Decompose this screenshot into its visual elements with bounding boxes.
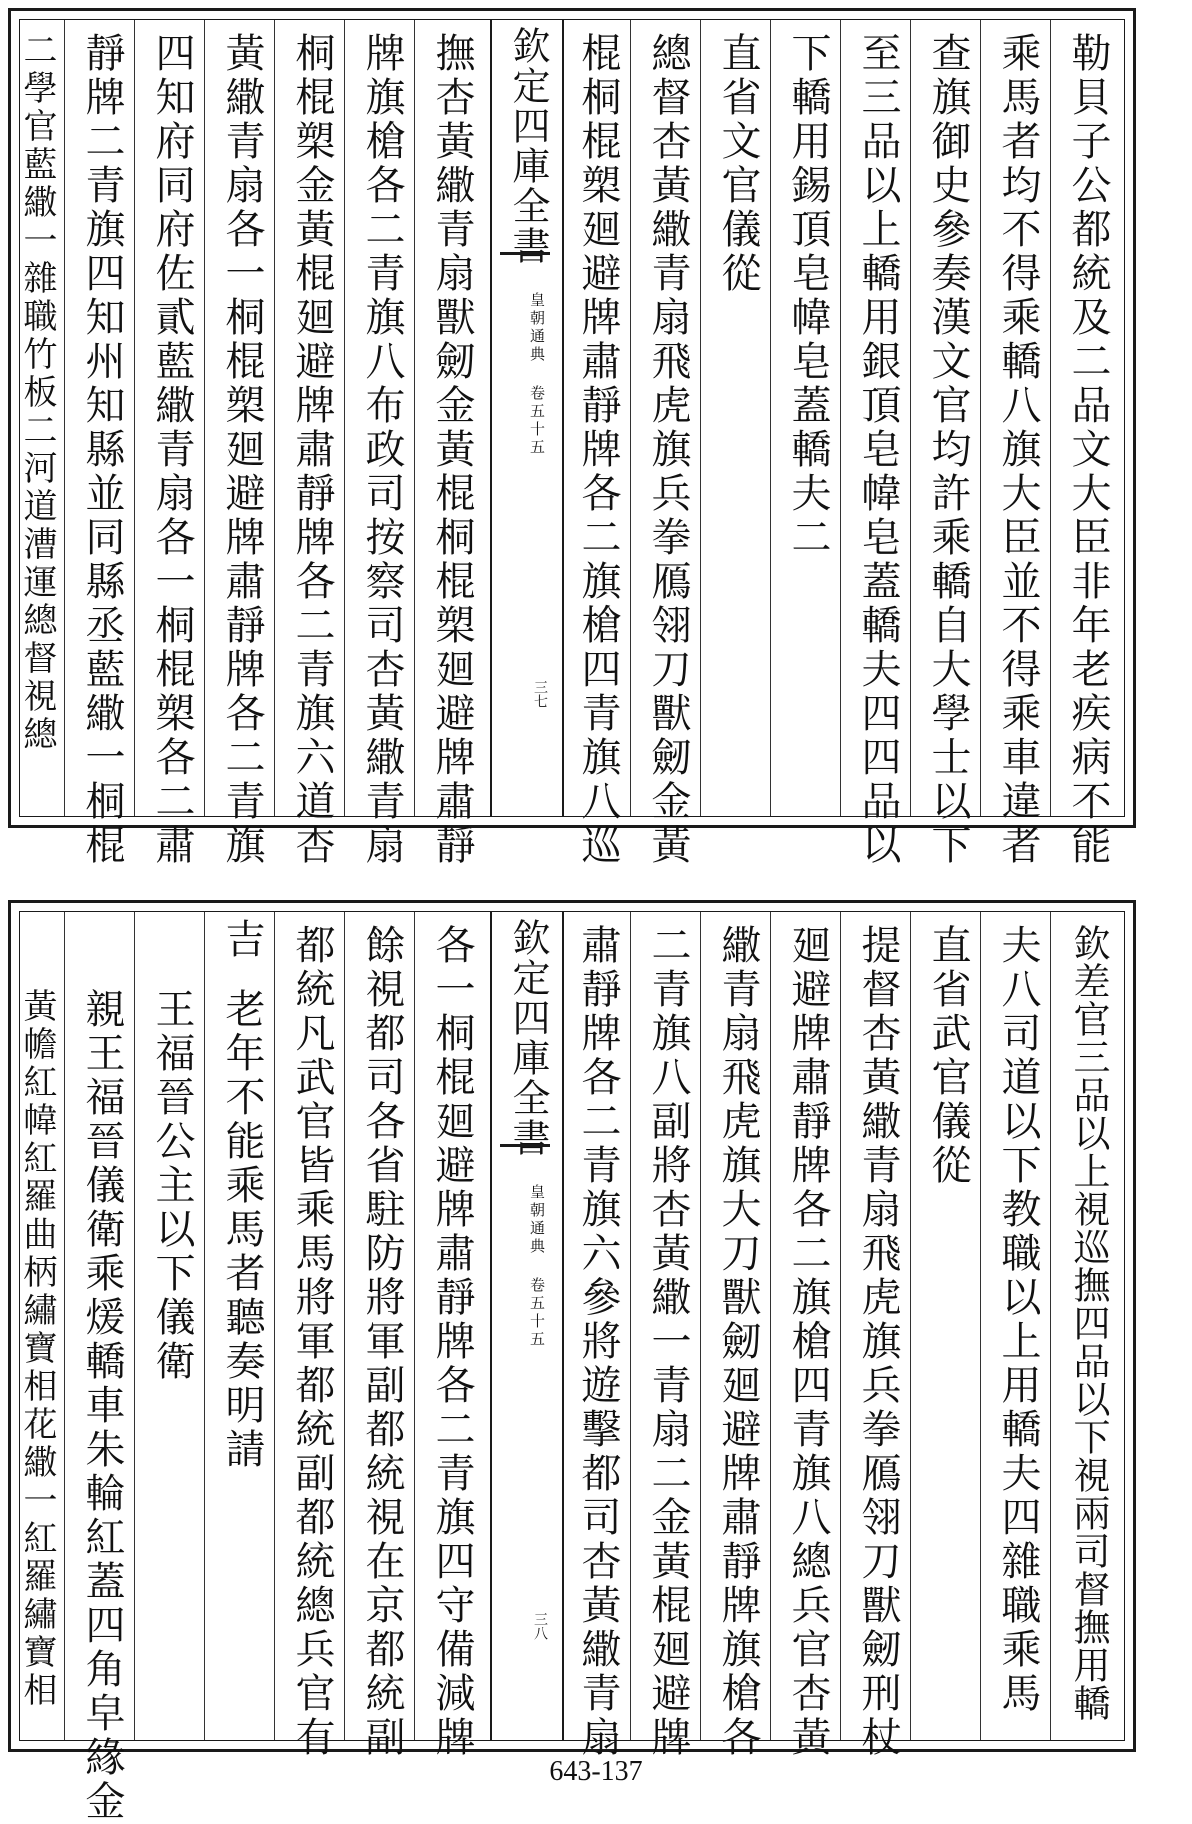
text-column: 都統凡武官皆乘馬將軍都統副都統總兵官有 xyxy=(289,924,335,1760)
fish-tail-mark xyxy=(500,252,550,271)
text-column: 各一桐棍廻避牌肅靜牌各二青旗四守備減牌 xyxy=(429,924,475,1760)
text-column: 撫杏黃繖青扇獸劒金黃棍桐棍槊廻避牌肅靜 xyxy=(429,32,475,868)
text-column: 黃繖青扇各一桐棍槊廻避牌肅靜牌各二青旗 xyxy=(219,32,265,868)
text-column: 勒貝子公都統及二品文大臣非年老疾病不能 xyxy=(1065,32,1111,868)
text-column: 乘馬者均不得乘轎八旗大臣並不得乘車違者 xyxy=(995,32,1041,868)
page-number: 643-137 xyxy=(549,1756,643,1787)
text-column: 二青旗八副將杏黃繖一青扇二金黃棍廻避牌 xyxy=(645,924,691,1760)
text-column: 老年不能乘馬者聽奏明請 xyxy=(219,988,265,1472)
book-info: 皇朝通典 卷五十五 xyxy=(528,292,546,457)
book-info: 皇朝通典 卷五十五 xyxy=(528,1184,546,1349)
section-heading: 王福晉公主以下儀衛 xyxy=(149,988,195,1384)
text-column: 靜牌二青旗四知州知縣並同縣丞藍繖一桐棍 xyxy=(79,32,125,868)
text-column: 棍桐棍槊廻避牌肅靜牌各二旗槍四青旗八巡 xyxy=(575,32,621,868)
folio-number: 三八 xyxy=(532,1612,548,1640)
text-column: 至三品以上轎用銀頂皂幃皂蓋轎夫四四品以 xyxy=(855,32,901,868)
text-column: 總督杏黃繖青扇飛虎旗兵拳鴈翎刀獸劒金黃 xyxy=(645,32,691,868)
text-column: 二學官藍繖一雜職竹板二河道漕運總督視總 xyxy=(17,32,57,754)
folio-number: 三七 xyxy=(532,680,548,708)
text-column: 桐棍槊金黃棍廻避牌肅靜牌各二青旗六道杏 xyxy=(289,32,335,868)
text-column: 直省文官儀從 xyxy=(715,32,761,296)
text-column: 親王福晉儀衛乘煖轎車朱輪紅蓋四角皁緣金 xyxy=(79,988,125,1824)
text-column: 夫八司道以下教職以上用轎夫四雜職乘馬 xyxy=(995,924,1041,1716)
text-column: 四知府同府佐貳藍繖青扇各一桐棍槊各二肅 xyxy=(149,32,195,868)
text-column: 餘視都司各省駐防將軍副都統視在京都統副 xyxy=(359,924,405,1760)
header-title: 欽定四庫全書 xyxy=(506,918,550,1158)
text-column-marker: 吉 xyxy=(219,918,265,962)
text-column: 直省武官儀從 xyxy=(925,924,971,1188)
text-column: 下轎用錫頂皂幃皂蓋轎夫二 xyxy=(785,32,831,560)
text-column: 廻避牌肅靜牌各二旗槍四青旗八總兵官杏黃 xyxy=(785,924,831,1760)
fish-tail-mark xyxy=(500,1144,550,1163)
top-page-frame xyxy=(17,19,1125,868)
text-column: 繖青扇飛虎旗大刀獸劒廻避牌肅靜牌旗槍各 xyxy=(715,924,761,1760)
text-column: 查旗御史參奏漢文官均許乘轎自大學士以下 xyxy=(925,32,971,868)
top-page xyxy=(8,8,1136,868)
text-column: 提督杏黃繖青扇飛虎旗兵拳鴈翎刀獸劒刑杖 xyxy=(855,924,901,1760)
header-title: 欽定四庫全書 xyxy=(506,26,550,266)
text-column: 欽差官三品以上視巡撫四品以下視兩司督撫用轎 xyxy=(1067,924,1110,1722)
text-column: 牌旗槍各二青旗八布政司按察司杏黃繖青扇 xyxy=(359,32,405,868)
text-column: 肅靜牌各二青旗六參將遊擊都司杏黃繖青扇 xyxy=(575,924,621,1760)
text-column: 黃幨紅幃紅羅曲柄繡寶相花繖一紅羅繡寶相 xyxy=(17,988,57,1710)
